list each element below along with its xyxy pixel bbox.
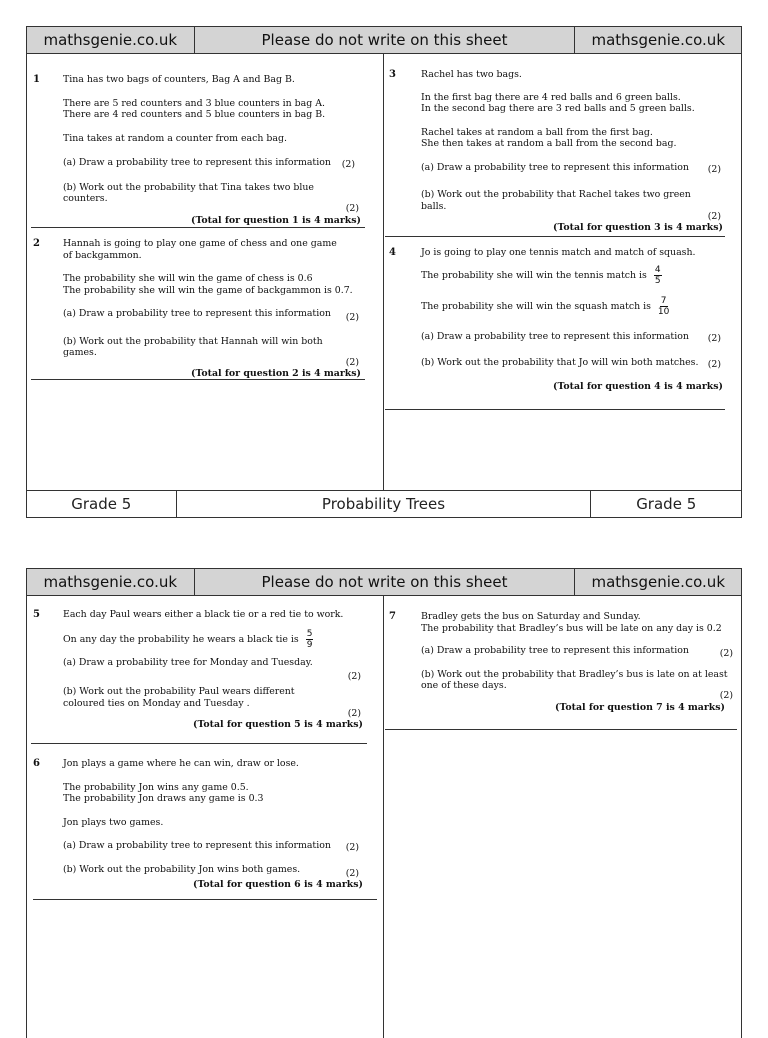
column-divider [383,595,384,1038]
question-number: 6 [33,758,40,769]
question-text: Jon plays two games. [63,816,164,828]
question-part-b: (b) Work out the probability Jon wins both games. (2) [63,863,359,879]
question-number: 5 [33,609,40,620]
question-part-a: (a) Draw a probability tree to represent this information (2) [421,645,733,659]
question-separator [33,899,377,900]
question-text: The probability she will win the game of chess is 0.6 [63,273,313,284]
question-total: (Total for question 5 is 4 marks) [193,719,363,730]
marks-label: (2) [707,332,721,344]
question-total: (Total for question 6 is 4 marks) [193,879,363,890]
question-text: The probability that Bradley’s bus will be late on any day is 0.2 [421,622,722,634]
question-intro: Each day Paul wears either a black tie or a red tie to work. [63,609,344,620]
marks-label: (2) [707,359,721,370]
question-intro: Bradley gets the bus on Saturday and Sunday. [421,611,641,622]
marks-label: (2) [707,163,721,175]
question-text: On any day the probability he wears a black tie is $\frac{5}{9}$ [63,628,313,650]
question-text: The probability she will win the game of backgammon is 0.7. [63,284,353,296]
question-number: 4 [389,247,396,258]
question-number: 2 [33,238,40,249]
question-part-b: (b) Work out the probability that Hannah will win both games. (2) [63,335,359,368]
header-site-right: mathsgenie.co.uk [591,573,726,591]
question-text: The probability Jon wins any game 0.5. [63,781,249,793]
question-part-b: (b) Work out the probability that Jo will win both matches. (2) [421,357,721,370]
question-text: In the first bag there are 4 red balls and 6 green balls. [421,91,681,103]
question-separator [385,236,725,237]
footer-grade-right: Grade 5 [636,495,697,513]
question-part-a: (a) Draw a probability tree to represent this information (2) [421,161,721,175]
fraction: $\frac{5}{9}$ [306,628,313,650]
fraction: $\frac{7}{10}$ [657,295,670,317]
column-divider [383,53,384,491]
marks-label: (2) [345,312,359,323]
marks-label: (2) [345,203,359,214]
question-separator [31,227,365,228]
question-text: The probability she will win the squash match is $\frac{7}{10}$ [421,295,670,317]
marks-label: (2) [345,357,359,368]
question-text: Tina takes at random a counter from each bag. [63,132,287,144]
question-intro: Jon plays a game where he can win, draw or lose. [63,758,299,769]
question-intro: Rachel has two bags. [421,69,522,80]
marks-label: (2) [719,648,733,659]
footer-grade-left: Grade 5 [27,491,177,517]
header-site-right: mathsgenie.co.uk [591,31,726,49]
question-separator [31,743,367,744]
question-part-b: (b) Work out the probability Paul wears different coloured ties on Monday and Tuesday . (2) [63,686,361,719]
question-part-b: (b) Work out the probability that Rachel takes two green balls. (2) [421,189,721,222]
question-number: 3 [389,69,396,80]
question-part-a: (a) Draw a probability tree to represent this information (2) [63,840,359,853]
question-intro: Jo is going to play one tennis match and match of squash. [421,247,696,258]
marks-label: (2) [345,867,359,879]
question-text: There are 5 red counters and 3 blue counters in bag A. [63,97,325,109]
question-part-a: (a) Draw a probability tree to represent this information (2) [421,330,721,344]
question-separator [31,379,365,380]
question-number: 1 [33,74,40,85]
question-intro: Tina has two bags of counters, Bag A and Bag B. [63,74,295,85]
question-text: There are 4 red counters and 5 blue counters in bag B. [63,109,326,120]
question-text: The probability Jon draws any game is 0.3 [63,793,264,804]
question-text: Rachel takes at random a ball from the first bag. [421,126,653,138]
sheet-footer [27,490,741,517]
question-text: The probability she will win the tennis match is $\frac{4}{5}$ [421,264,661,286]
question-total: (Total for question 1 is 4 marks) [191,214,361,226]
question-separator [385,729,737,730]
marks-label: (2) [345,842,359,853]
header-site-left: mathsgenie.co.uk [27,27,195,53]
question-part-a: (a) Draw a probability tree to represent this information (2) [63,308,359,323]
question-part-a: (a) Draw a probability tree for Monday and Tuesday. (2) [63,656,361,682]
marks-label: (2) [341,159,355,170]
question-part-b: (b) Work out the probability that Tina takes two blue counters. (2) [63,181,359,214]
question-text: She then takes at random a ball from the second bag. [421,138,677,149]
question-text: In the second bag there are 3 red balls and 5 green balls. [421,103,695,114]
question-total: (Total for question 4 is 4 marks) [553,380,723,392]
question-intro: Hannah is going to play one game of chess and one game of backgammon. [63,238,337,261]
sheet-header [27,569,741,596]
marks-label: (2) [707,210,721,222]
question-number: 7 [389,611,396,622]
worksheet-1 [26,26,742,518]
question-total: (Total for question 7 is 4 marks) [555,701,725,713]
question-separator [385,409,725,410]
question-part-b: (b) Work out the probability that Bradley’s bus is late on at least one of these days. (2) [421,668,733,701]
marks-label: (2) [347,707,361,719]
marks-label: (2) [719,690,733,701]
header-notice: Please do not write on this sheet [195,27,576,53]
question-total: (Total for question 3 is 4 marks) [553,222,723,233]
header-notice: Please do not write on this sheet [195,569,576,595]
question-part-a: (a) Draw a probability tree to represent this information (2) [63,157,355,170]
footer-topic: Probability Trees [177,491,592,517]
worksheet-2 [26,568,742,1038]
header-site-left: mathsgenie.co.uk [27,569,195,595]
marks-label: (2) [347,670,361,682]
sheet-header [27,27,741,54]
fraction: $\frac{4}{5}$ [654,264,661,286]
question-total: (Total for question 2 is 4 marks) [191,367,361,379]
